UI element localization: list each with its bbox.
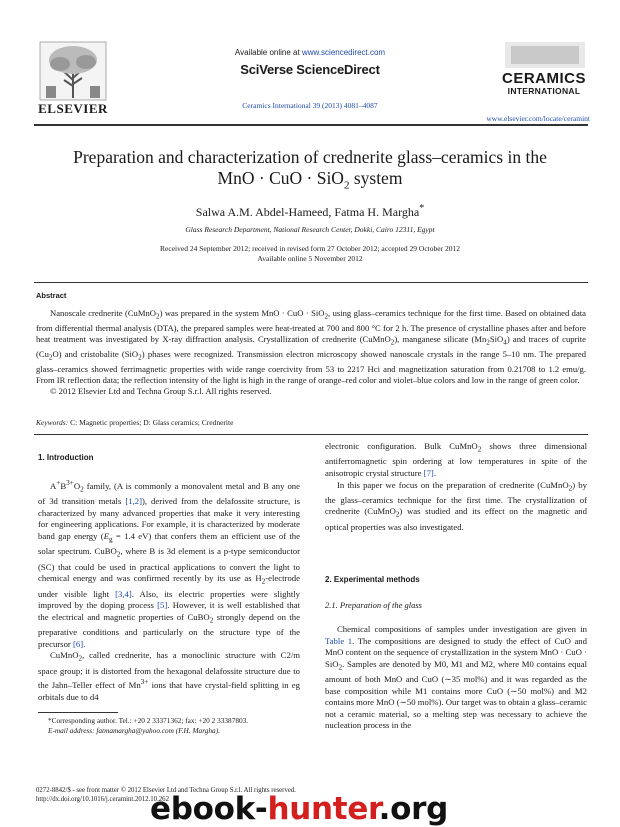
footnote-email[interactable]: E-mail address: fatmamargha@yahoo.com (F.H. Margha). xyxy=(48,725,220,735)
journal-citation-link[interactable]: Ceramics International 39 (2013) 4081–4087 xyxy=(242,101,378,110)
title-line-1: Preparation and characterization of crednerite glass–ceramics in the xyxy=(73,147,547,167)
article-title xyxy=(40,147,580,197)
affiliation: Glass Research Department, National Research Center, Dokki, Cairo 12311, Egypt xyxy=(185,225,435,234)
footnote-rule xyxy=(38,712,118,713)
keywords: Keywords: C: Magnetic properties; D: Glass ceramics; Crednerite xyxy=(36,418,234,427)
ebook-hunter-watermark: ebook-hunter.org xyxy=(150,791,448,827)
platform-name: SciVerse ScienceDirect xyxy=(240,62,380,77)
issn-copyright: 0272-8842/$ - see front matter © 2012 Elsevier Ltd and Techna Group S.r.l. All rights reserved. xyxy=(36,787,296,794)
journal-name-line2: INTERNATIONAL xyxy=(507,86,581,96)
journal-cover-icon xyxy=(505,42,585,68)
journal-name-line1: CERAMICS xyxy=(501,70,586,87)
section-heading-methods: 2. Experimental methods xyxy=(325,575,420,584)
right-column: electronic configuration. Bulk CuMnO$_2$ shows three dimensional antiferromagnetic spin ordering at low temperatures in spite of the anisotropic crystal structure [7]. In this paper we focus on the preparation of crednerite (CuMnO$_2$) by the glass–ceramics technique for the first time. The crystallization of crednerite (CuMnO$_2$) was studied and its effect on the magnetic and optical properties was also investigated. xyxy=(325,441,587,532)
methods-text: Chemical compositions of samples under investigation are given in Table 1. The compositions are designed to study the effect of CuO and MnO content on the sequence of crystallization in the system MnO · CuO · SiO$_2$. Samples are denoted by M0, M1 and M2, where M0 contains equal amount of both MnO and CuO (∼35 mol%) and it was regarded as the base composition while M1 contains more CuO (∼50 mol%) and M2 contains more MnO (∼50 mol%). Our target was to obtain a glass–ceramic not a ceramic material, so a melting step was necessary to achieve the nucleation process in the xyxy=(325,624,587,731)
author-list: Salwa A.M. Abdel-Hameed, Fatma H. Margha* xyxy=(195,203,425,219)
section-heading-introduction: 1. Introduction xyxy=(38,453,94,462)
footnote-contact: *Corresponding author. Tel.: +20 2 33371362; fax: +20 2 33387803. xyxy=(48,716,249,725)
journal-homepage-link[interactable]: www.elsevier.com/locate/ceramint xyxy=(486,114,590,123)
abstract-bottom-rule xyxy=(34,434,588,435)
article-history xyxy=(40,244,580,264)
received-dates: Received 24 September 2012; received in revised form 27 October 2012; accepted 29 October 2012 xyxy=(160,244,460,253)
abstract-top-rule xyxy=(34,282,588,283)
subsection-heading-preparation: 2.1. Preparation of the glass xyxy=(325,600,422,610)
publisher-name: ELSEVIER xyxy=(38,101,108,116)
sciencedirect-link[interactable]: www.sciencedirect.com xyxy=(301,48,386,57)
available-prefix: Available online at xyxy=(234,48,302,57)
availability-line xyxy=(200,48,420,57)
header-divider xyxy=(34,124,588,126)
abstract-heading: Abstract xyxy=(36,291,67,300)
introduction-text: $A^+B^{3+}O_2$ family, (A is commonly a monovalent metal and B any one of 3d transition metals [1,2]), derived from the delafossite structure, is characterized by many advanced properties that make it very interesting for engineering applications. For example, it is characterized by moderate band gap energy ($E_g = 1.4$ eV) that confers them an efficient use of the solar spectrum. CuBO$_2$, where B is 3d element is a p-type semiconductor (SC) that could be used in practical applications to convert the light to chemical energy and was confirmed recently by its use as $H_2$-electrode under visible light [3,4]. Also, its electric properties were slightly improved by the doping process [5]. However, it is well established that the electrical and magnetic properties of CuBO$_2$ strongly depend on the preparative conditions and particularly on the structure type of the precursor [6]. CuMnO$_2$, called crednerite, has a monoclinic structure with C2/m space group; it is distorted from the hexagonal delafossite structure due to the Jahn–Teller effect of $Mn^{3+}$ ions that have crystal-field splitting in eg orbitals due to d4 xyxy=(38,479,300,702)
elsevier-tree-logo xyxy=(38,40,108,102)
corresponding-author-footnote xyxy=(38,716,308,735)
doi-link[interactable]: http://dx.doi.org/10.1016/j.ceramint.2012.10.262 xyxy=(36,796,169,803)
abstract-text: Nanoscale crednerite (CuMnO$_2$) was prepared in the system MnO · CuO · SiO$_2$, using glass–ceramics technique for the first time. Based on obtained data from differential thermal analysis (DTA), the prepared samples were heat-treated at 700 and 800 °C for 2 h. The presence of crystalline phases after and before heat treatment was investigated by X-ray diffraction analysis. Crystallization of crednerite (CuMnO$_2$), manganese silicate $(Mn_2SiO_4)$ and traces of cuprite $(Cu_2O)$ and cristobalite (SiO$_2$) phases were recognized. Transmission electron microscopy showed nanoscale crystals in the range 5–10 nm. The prepared glass–ceramics showed ferrimagnetic properties with wide range coercivity from 53 to 2217 Hci and magnetization saturation from 0.21708 to 1.2 emu/g. From IR reflection data; the reflection intensity of the light is high in the range of orange–red color and violet–blue colors and low in the range of green color. © 2012 Elsevier Ltd and Techna Group S.r.l. All rights reserved. xyxy=(36,308,586,397)
corresponding-author-mark[interactable]: * xyxy=(419,203,425,214)
title-line-2: MnO · CuO · SiO$_2$ system xyxy=(217,168,403,192)
online-date: Available online 5 November 2012 xyxy=(257,254,363,263)
